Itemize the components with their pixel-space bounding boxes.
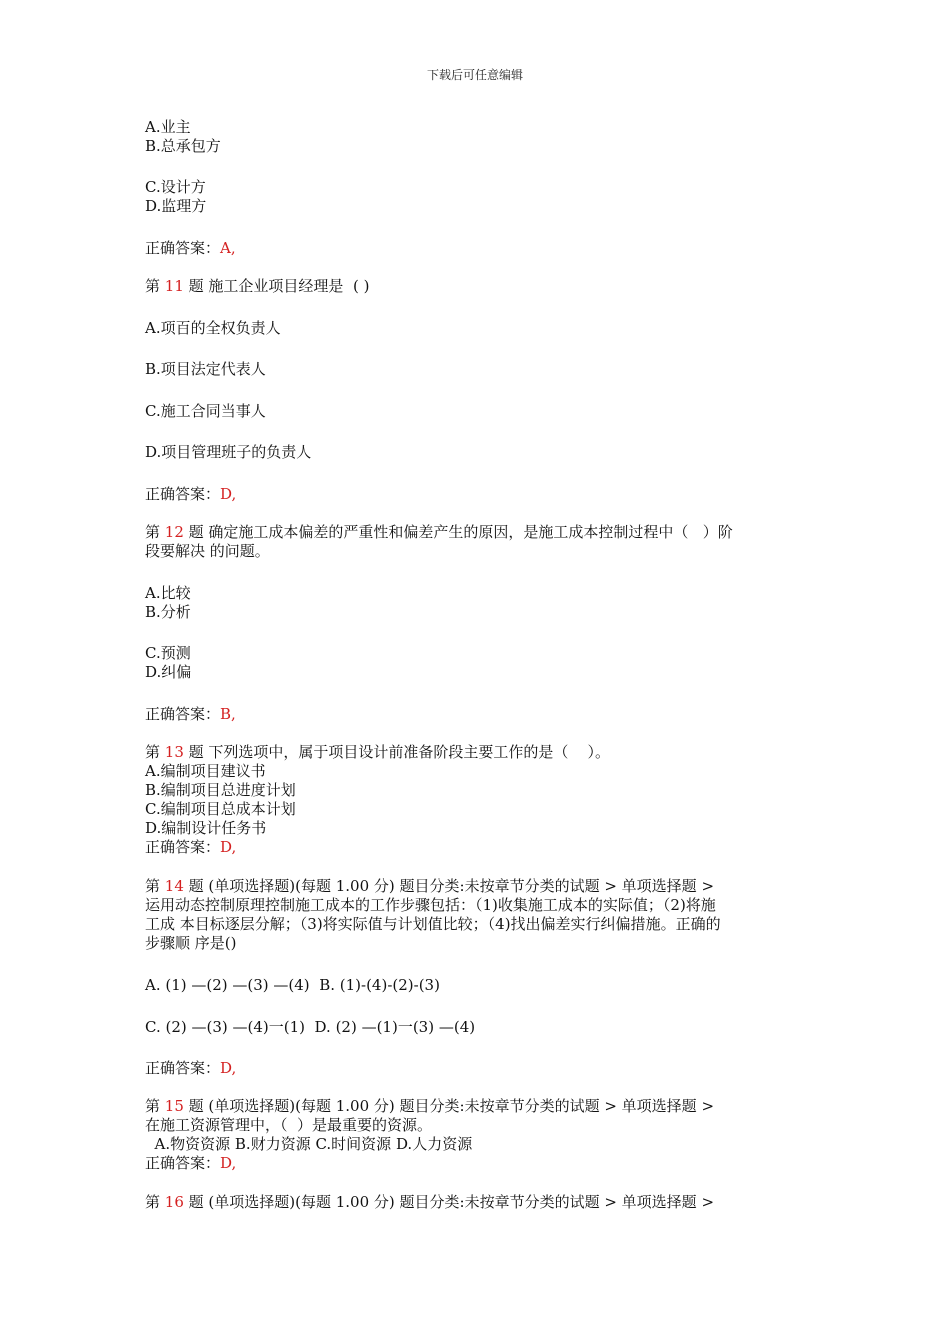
line-text: 正确答案： <box>145 1154 221 1172</box>
highlight-text: 12 <box>164 523 184 541</box>
line-text: A.物资资源 B.财力资源 C.时间资源 D.人力资源 <box>145 1135 473 1153</box>
text-line <box>145 1116 432 1135</box>
line-text: B.编制项目总进度计划 <box>145 781 296 799</box>
highlight-text: D, <box>220 485 237 503</box>
text-line <box>145 197 206 216</box>
line-text: 第 <box>145 877 165 895</box>
text-line <box>145 178 206 197</box>
line-text: 正确答案： <box>145 838 221 856</box>
text-line <box>145 838 236 857</box>
highlight-text: 16 <box>164 1193 184 1211</box>
text-line <box>145 239 236 258</box>
line-text: 题 (单项选择题)(每题 1.00 分) 题目分类:未按章节分类的试题 > 单项选择题 > <box>183 1193 715 1211</box>
line-text: C.编制项目总成本计划 <box>145 800 296 818</box>
line-text: 题 确定施工成本偏差的严重性和偏差产生的原因，是施工成本控制过程中（ ）阶 <box>183 523 733 541</box>
text-line <box>145 523 733 542</box>
line-text: 在施工资源管理中，（ ）是最重要的资源。 <box>145 1116 433 1134</box>
highlight-text: 14 <box>164 877 184 895</box>
text-line <box>145 800 296 819</box>
text-line <box>145 781 296 800</box>
text-line <box>145 1154 236 1173</box>
line-text: B.总承包方 <box>145 137 221 155</box>
text-line <box>145 743 610 762</box>
line-text: A.编制项目建议书 <box>145 762 266 780</box>
text-line <box>145 402 266 421</box>
line-text: D.纠偏 <box>145 663 192 681</box>
line-text: 正确答案： <box>145 705 221 723</box>
line-text: C.施工合同当事人 <box>145 402 266 420</box>
highlight-text: 11 <box>164 277 184 295</box>
highlight-text: A, <box>220 239 236 257</box>
line-text: 正确答案： <box>145 239 221 257</box>
text-line <box>145 277 369 296</box>
line-text: C. (2) —(3) —(4)一(1) D. (2) —(1)一(3) —(4) <box>145 1018 476 1036</box>
text-line <box>145 360 266 379</box>
line-text: A. (1) —(2) —(3) —(4) B. (1)-(4)-(2)-(3) <box>145 976 440 994</box>
line-text: A.项百的全权负责人 <box>145 319 281 337</box>
line-text: D.项目管理班子的负责人 <box>145 443 312 461</box>
text-line <box>145 319 281 338</box>
text-line <box>145 1059 236 1078</box>
text-line <box>145 1097 714 1116</box>
line-text: A.比较 <box>145 584 191 602</box>
line-text: 题 下列选项中，属于项目设计前准备阶段主要工作的是（ ）。 <box>183 743 610 761</box>
line-text: 步骤顺 序是() <box>145 934 237 952</box>
text-line <box>145 137 221 156</box>
highlight-text: 15 <box>164 1097 184 1115</box>
line-text: B.项目法定代表人 <box>145 360 266 378</box>
highlight-text: D, <box>220 838 237 856</box>
text-line <box>145 1018 475 1037</box>
highlight-text: D, <box>220 1059 237 1077</box>
text-line <box>145 915 721 934</box>
line-text: D.监理方 <box>145 197 207 215</box>
line-text: 题 (单项选择题)(每题 1.00 分) 题目分类:未按章节分类的试题 > 单项选择题 > <box>183 877 715 895</box>
line-text: 第 <box>145 277 165 295</box>
line-text: 工成 本目标逐层分解；（3)将实际值与计划值比较；（4)找出偏差实行纠偏措施。正确的 <box>145 915 721 933</box>
text-line <box>145 762 266 781</box>
line-text: C.设计方 <box>145 178 206 196</box>
page-header: 下载后可任意编辑 <box>426 68 523 82</box>
line-text: D.编制设计任务书 <box>145 819 267 837</box>
line-text: 题 (单项选择题)(每题 1.00 分) 题目分类:未按章节分类的试题 > 单项选择题 > <box>183 1097 715 1115</box>
line-text: 第 <box>145 523 165 541</box>
line-text: 段要解决 的问题。 <box>145 542 270 560</box>
text-line <box>145 877 714 896</box>
line-text: 正确答案： <box>145 1059 221 1077</box>
line-text: A.业主 <box>145 118 191 136</box>
text-line <box>145 542 270 561</box>
line-text: 第 <box>145 1193 165 1211</box>
highlight-text: B, <box>220 705 236 723</box>
highlight-text: 13 <box>164 743 184 761</box>
text-line <box>145 603 191 622</box>
text-line <box>145 934 236 953</box>
line-text: 正确答案： <box>145 485 221 503</box>
text-line <box>145 1193 714 1212</box>
line-text: 第 <box>145 1097 165 1115</box>
text-line <box>145 976 440 995</box>
text-line <box>145 819 266 838</box>
text-line <box>145 896 716 915</box>
text-line <box>145 644 191 663</box>
line-text: C.预测 <box>145 644 191 662</box>
line-text: B.分析 <box>145 603 191 621</box>
text-line <box>145 705 236 724</box>
line-text: 题 施工企业项目经理是 ( ) <box>183 277 370 295</box>
text-line <box>145 118 191 137</box>
text-line <box>145 584 191 603</box>
text-line <box>145 1135 472 1154</box>
line-text: 第 <box>145 743 165 761</box>
highlight-text: D, <box>220 1154 237 1172</box>
text-line <box>145 443 311 462</box>
text-line <box>145 485 236 504</box>
line-text: 运用动态控制原理控制施工成本的工作步骤包括：（1)收集施工成本的实际值；（2)将施 <box>145 896 716 914</box>
text-line <box>145 663 191 682</box>
